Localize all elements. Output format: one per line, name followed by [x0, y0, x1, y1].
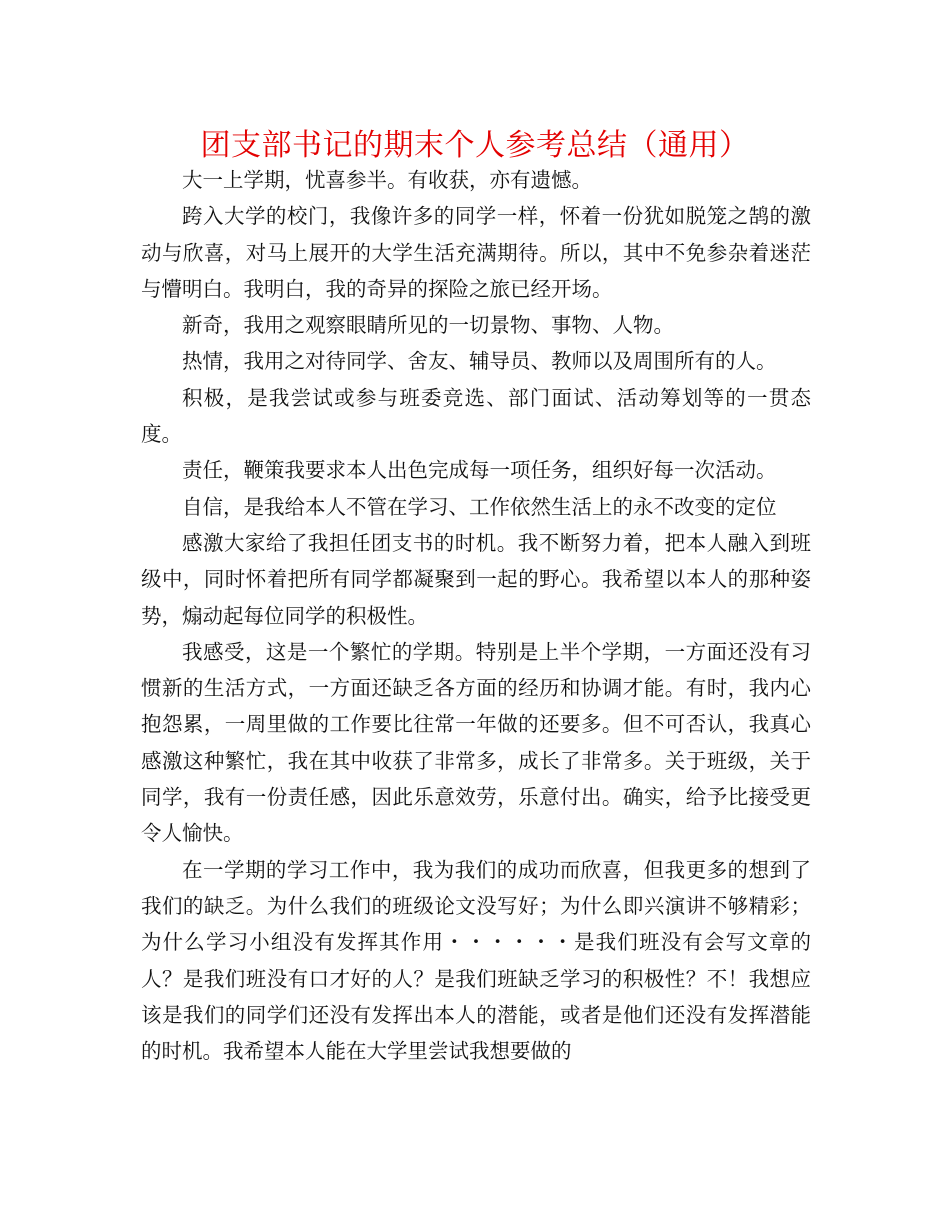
- paragraph: 热情，我用之对待同学、舍友、辅导员、教师以及周围所有的人。: [182, 349, 777, 374]
- paragraph: 责任，鞭策我要求本人出色完成每一项任务，组织好每一次活动。: [182, 458, 777, 483]
- paragraph: 大一上学期，忧喜参半。有收获，亦有遗憾。: [182, 168, 592, 192]
- paragraph: 在一学期的学习工作中，我为我们的成功而欣喜，但我更多的想到了我们的缺乏。为什么我们的班级论文没写好；为什么即兴演讲不够精彩；为什么学习小组没有发挥其作用・・・・・・是我们班没有会写文章的人？是我们班没有口才好的人？是我们班缺乏学习的积极性？不！我想应该是我们的同学们还没有发挥出本人的潜能，或者是他们还没有发挥潜能的时机。我希望本人能在大学里尝试我想要做的: [141, 857, 811, 1064]
- document-title: 团支部书记的期末个人参考总结（通用）: [200, 128, 750, 163]
- document-body: [141, 162, 811, 1069]
- paragraph: 积极，是我尝试或参与班委竞选、部门面试、活动筹划等的一贯态度。: [141, 385, 811, 447]
- paragraph: 感激大家给了我担任团支书的时机。我不断努力着，把本人融入到班级中，同时怀着把所有同学都凝聚到一起的野心。我希望以本人的那种姿势，煽动起每位同学的积极性。: [141, 530, 811, 628]
- paragraph: 我感受，这是一个繁忙的学期。特别是上半个学期，一方面还没有习惯新的生活方式，一方面还缺乏各方面的经历和协调才能。有时，我内心抱怨累，一周里做的工作要比往常一年做的还要多。但不可否认，我真心感激这种繁忙，我在其中收获了非常多，成长了非常多。关于班级，关于同学，我有一份责任感，因此乐意效劳，乐意付出。确实，给予比接受更令人愉快。: [141, 639, 811, 846]
- paragraph: 跨入大学的校门，我像许多的同学一样，怀着一份犹如脱笼之鹄的激动与欣喜，对马上展开的大学生活充满期待。所以，其中不免参杂着迷茫与懵明白。我明白，我的奇异的探险之旅已经开场。: [141, 204, 811, 301]
- paragraph: 自信，是我给本人不管在学习、工作依然生活上的永不改变的定位: [182, 494, 777, 519]
- paragraph: 新奇，我用之观察眼睛所见的一切景物、事物、人物。: [182, 313, 674, 338]
